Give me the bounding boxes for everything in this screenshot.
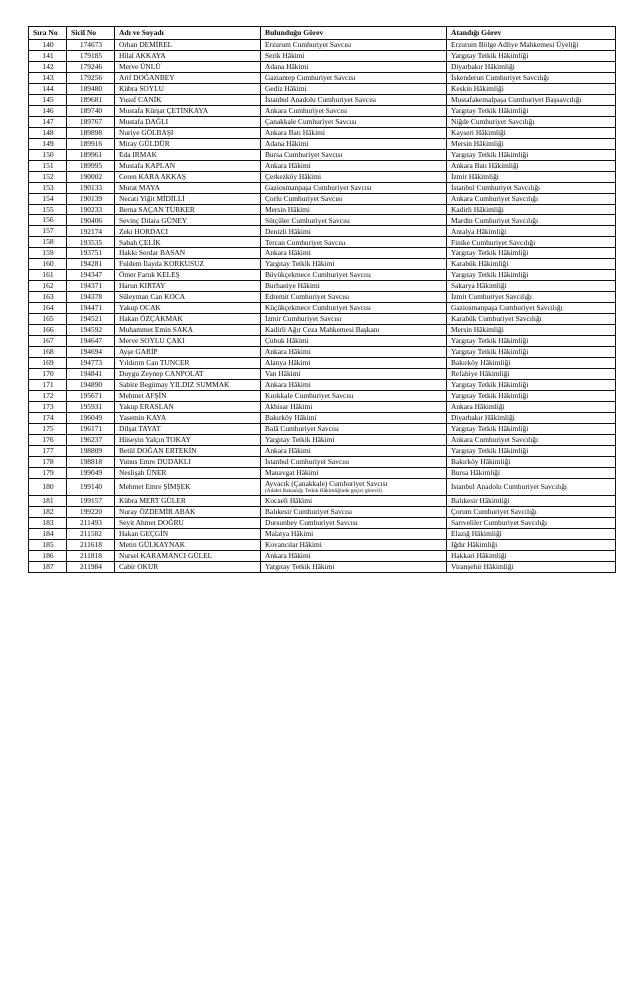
- table-row: [29, 445, 616, 456]
- cell-sira-no: 186: [29, 550, 67, 561]
- cell-adi-soyadi: Metin GÜLKAYNAK: [115, 539, 261, 550]
- cell-adi-soyadi: Betül DOĞAN ERTEKİN: [115, 445, 261, 456]
- table-row: [29, 237, 616, 248]
- table-row: [29, 561, 616, 572]
- cell-sicil-no: 190002: [67, 171, 115, 182]
- cell-sicil-no: 194281: [67, 259, 115, 270]
- cell-sicil-no: 193535: [67, 237, 115, 248]
- cell-adi-soyadi: Ayşe GARİP: [115, 347, 261, 358]
- cell-adi-soyadi: Seyit Ahmet DOĞRU: [115, 517, 261, 528]
- cell-sicil-no: 196171: [67, 423, 115, 434]
- cell-atandigi-gorev: Sakarya Hâkimliği: [447, 281, 616, 292]
- cell-sicil-no: 194592: [67, 325, 115, 336]
- cell-atandigi-gorev: Hakkari Hâkimliği: [447, 550, 616, 561]
- table-row: [29, 336, 616, 347]
- table-row: [29, 478, 616, 495]
- cell-atandigi-gorev: Diyarbakır Hâkimliği: [447, 61, 616, 72]
- cell-bulundugu-gorev: Kocaeli Hâkimi: [261, 496, 447, 507]
- cell-adi-soyadi: Orhan DEMİREL: [115, 39, 261, 50]
- cell-sicil-no: 190233: [67, 204, 115, 215]
- column-header-adi-soyadi: Adı ve Soyadı: [115, 27, 261, 40]
- cell-atandigi-gorev: Diyarbakır Hâkimliği: [447, 412, 616, 423]
- cell-atandigi-gorev: Çorum Cumhuriyet Savcılığı: [447, 507, 616, 518]
- cell-sira-no: 172: [29, 390, 67, 401]
- cell-sicil-no: 189898: [67, 127, 115, 138]
- table-row: [29, 171, 616, 182]
- cell-adi-soyadi: Yakup ERASLAN: [115, 401, 261, 412]
- cell-sira-no: 171: [29, 380, 67, 391]
- cell-atandigi-gorev: Yargıtay Tetkik Hâkimliği: [447, 149, 616, 160]
- cell-sira-no: 182: [29, 507, 67, 518]
- cell-sira-no: 183: [29, 517, 67, 528]
- cell-bulundugu-gorev: İstanbul Cumhuriyet Savcısı: [261, 456, 447, 467]
- cell-adi-soyadi: Mehmet Emre ŞİMŞEK: [115, 478, 261, 495]
- cell-sira-no: 175: [29, 423, 67, 434]
- cell-sicil-no: 211984: [67, 561, 115, 572]
- table-row: [29, 149, 616, 160]
- cell-bulundugu-gorev: Malatya Hâkimi: [261, 528, 447, 539]
- cell-bulundugu-gorev: Ankara Batı Hâkimi: [261, 127, 447, 138]
- cell-atandigi-gorev: Sarıveliler Cumhuriyet Savcılığı: [447, 517, 616, 528]
- cell-atandigi-gorev: Mersin Hâkimliği: [447, 138, 616, 149]
- cell-bulundugu-gorev: Ankara Hâkimi: [261, 380, 447, 391]
- cell-adi-soyadi: Hilal AKKAYA: [115, 50, 261, 61]
- cell-bulundugu-gorev: Manavgat Hâkimi: [261, 467, 447, 478]
- cell-atandigi-gorev: Yargıtay Tetkik Hâkimliği: [447, 248, 616, 259]
- cell-sira-no: 160: [29, 259, 67, 270]
- cell-sira-no: 178: [29, 456, 67, 467]
- bulundugu-gorev-note: (Adalet Bakanlığı Tetkik Hâkimliğinde geçici görevli): [265, 488, 383, 494]
- cell-sira-no: 177: [29, 445, 67, 456]
- cell-atandigi-gorev: Mustafakemalpaşa Cumhuriyet Başsavcılığı: [447, 94, 616, 105]
- table-row: [29, 467, 616, 478]
- table-row: [29, 539, 616, 550]
- cell-bulundugu-gorev: Ankara Cumhuriyet Savcısı: [261, 105, 447, 116]
- cell-sicil-no: 195931: [67, 401, 115, 412]
- cell-sira-no: 181: [29, 496, 67, 507]
- cell-bulundugu-gorev: Yargıtay Tetkik Hâkimi: [261, 434, 447, 445]
- table-row: [29, 423, 616, 434]
- cell-sicil-no: 189916: [67, 138, 115, 149]
- cell-sira-no: 170: [29, 369, 67, 380]
- cell-bulundugu-gorev: Yargıtay Tetkik Hâkimi: [261, 561, 447, 572]
- cell-atandigi-gorev: Gaziosmanpaşa Cumhuriyet Savcılığı: [447, 303, 616, 314]
- table-row: [29, 412, 616, 423]
- cell-adi-soyadi: Duygu Zeynep CANPOLAT: [115, 369, 261, 380]
- cell-sicil-no: 193751: [67, 248, 115, 259]
- cell-bulundugu-gorev: Ankara Hâkimi: [261, 550, 447, 561]
- cell-sicil-no: 194694: [67, 347, 115, 358]
- cell-sira-no: 164: [29, 303, 67, 314]
- cell-sira-no: 152: [29, 171, 67, 182]
- table-header: [29, 27, 616, 40]
- cell-bulundugu-gorev: Gaziantep Cumhuriyet Savcısı: [261, 72, 447, 83]
- cell-atandigi-gorev: Finike Cumhuriyet Savcılığı: [447, 237, 616, 248]
- cell-sira-no: 169: [29, 358, 67, 369]
- cell-adi-soyadi: Mustafa KAPLAN: [115, 160, 261, 171]
- cell-adi-soyadi: Hakan GEÇGİN: [115, 528, 261, 539]
- cell-bulundugu-gorev: Balıkesir Cumhuriyet Savcısı: [261, 507, 447, 518]
- table-row: [29, 226, 616, 237]
- cell-adi-soyadi: Arif DOĞANBEY: [115, 72, 261, 83]
- cell-atandigi-gorev: Karabük Hâkimliği: [447, 259, 616, 270]
- cell-sicil-no: 189961: [67, 149, 115, 160]
- cell-atandigi-gorev: Erzurum Bölge Adliye Mahkemesi Üyeliği: [447, 39, 616, 50]
- cell-bulundugu-gorev: Dursunbey Cumhuriyet Savcısı: [261, 517, 447, 528]
- cell-sira-no: 187: [29, 561, 67, 572]
- cell-sicil-no: 179256: [67, 72, 115, 83]
- cell-bulundugu-gorev: Çorlu Cumhuriyet Savcısı: [261, 193, 447, 204]
- cell-adi-soyadi: Hakkı Serdar BASAN: [115, 248, 261, 259]
- column-header-atandigi-gorev: Atandığı Görev: [447, 27, 616, 40]
- cell-bulundugu-gorev: Ankara Hâkimi: [261, 160, 447, 171]
- cell-adi-soyadi: Mustafa DAĞLI: [115, 116, 261, 127]
- table-row: [29, 325, 616, 336]
- cell-sira-no: 161: [29, 270, 67, 281]
- cell-sicil-no: 192174: [67, 226, 115, 237]
- cell-atandigi-gorev: Ankara Cumhuriyet Savcılığı: [447, 193, 616, 204]
- cell-sira-no: 173: [29, 401, 67, 412]
- cell-atandigi-gorev: Mersin Hâkimliği: [447, 325, 616, 336]
- cell-sira-no: 140: [29, 39, 67, 50]
- cell-sicil-no: 190139: [67, 193, 115, 204]
- table-row: [29, 390, 616, 401]
- cell-bulundugu-gorev: Ankara Hâkimi: [261, 248, 447, 259]
- cell-bulundugu-gorev: Çubuk Hâkimi: [261, 336, 447, 347]
- cell-adi-soyadi: Yakup OCAK: [115, 303, 261, 314]
- cell-sira-no: 176: [29, 434, 67, 445]
- table-row: [29, 507, 616, 518]
- table-row: [29, 434, 616, 445]
- table-row: [29, 127, 616, 138]
- cell-bulundugu-gorev: [261, 478, 447, 495]
- appointments-table: [28, 26, 616, 573]
- column-header-bulundugu-gorev: Bulunduğu Görev: [261, 27, 447, 40]
- table-row: [29, 248, 616, 259]
- cell-atandigi-gorev: Balıkesir Hâkimliği: [447, 496, 616, 507]
- cell-bulundugu-gorev: Alanya Hâkimi: [261, 358, 447, 369]
- cell-atandigi-gorev: Ankara Cumhuriyet Savcılığı: [447, 434, 616, 445]
- cell-sira-no: 168: [29, 347, 67, 358]
- cell-adi-soyadi: Necati Yiğit MİDİLLİ: [115, 193, 261, 204]
- cell-adi-soyadi: Süleyman Can KOCA: [115, 292, 261, 303]
- cell-sicil-no: 196049: [67, 412, 115, 423]
- cell-adi-soyadi: Eda IRMAK: [115, 149, 261, 160]
- cell-atandigi-gorev: Yargıtay Tetkik Hâkimliği: [447, 336, 616, 347]
- cell-sira-no: 146: [29, 105, 67, 116]
- cell-sira-no: 156: [29, 215, 67, 226]
- cell-bulundugu-gorev: Burhaniye Hâkimi: [261, 281, 447, 292]
- table-row: [29, 116, 616, 127]
- table-header-row: [29, 27, 616, 40]
- cell-sicil-no: 195671: [67, 390, 115, 401]
- cell-adi-soyadi: Zeki HORDACI: [115, 226, 261, 237]
- cell-sira-no: 180: [29, 478, 67, 495]
- cell-bulundugu-gorev: Edremit Cumhuriyet Savcısı: [261, 292, 447, 303]
- cell-adi-soyadi: Yıldırım Can TUNCER: [115, 358, 261, 369]
- table-row: [29, 517, 616, 528]
- cell-bulundugu-gorev: Kadirli Ağır Ceza Mahkemesi Başkanı: [261, 325, 447, 336]
- cell-atandigi-gorev: Kayseri Hâkimliği: [447, 127, 616, 138]
- cell-sicil-no: 194521: [67, 314, 115, 325]
- table-row: [29, 496, 616, 507]
- table-row: [29, 550, 616, 561]
- table-row: [29, 259, 616, 270]
- table-row: [29, 347, 616, 358]
- cell-atandigi-gorev: İzmit Cumhuriyet Savcılığı: [447, 292, 616, 303]
- cell-atandigi-gorev: Yargıtay Tetkik Hâkimliği: [447, 380, 616, 391]
- cell-sicil-no: 194890: [67, 380, 115, 391]
- cell-sira-no: 179: [29, 467, 67, 478]
- cell-sicil-no: 198809: [67, 445, 115, 456]
- cell-atandigi-gorev: Bursa Hâkimliği: [447, 467, 616, 478]
- cell-adi-soyadi: Yunus Emre DUDAKLI: [115, 456, 261, 467]
- cell-adi-soyadi: Fuldem İlayda KORKUSUZ: [115, 259, 261, 270]
- cell-adi-soyadi: Hüseyin Yalçın TOKAY: [115, 434, 261, 445]
- cell-atandigi-gorev: Yargıtay Tetkik Hâkimliği: [447, 50, 616, 61]
- cell-sicil-no: 194371: [67, 281, 115, 292]
- cell-sira-no: 185: [29, 539, 67, 550]
- table-row: [29, 193, 616, 204]
- cell-bulundugu-gorev: Bursa Cumhuriyet Savcısı: [261, 149, 447, 160]
- cell-adi-soyadi: Kübra MERT GÜLER: [115, 496, 261, 507]
- cell-sira-no: 151: [29, 160, 67, 171]
- cell-adi-soyadi: Dilşat TAYAT: [115, 423, 261, 434]
- cell-adi-soyadi: Miray GÜLDÜR: [115, 138, 261, 149]
- cell-atandigi-gorev: Yargıtay Tetkik Hâkimliği: [447, 270, 616, 281]
- table-row: [29, 303, 616, 314]
- cell-adi-soyadi: Yasemin KAYA: [115, 412, 261, 423]
- cell-bulundugu-gorev: Yargıtay Tetkik Hâkimi: [261, 259, 447, 270]
- cell-sira-no: 162: [29, 281, 67, 292]
- cell-sira-no: 174: [29, 412, 67, 423]
- cell-sira-no: 165: [29, 314, 67, 325]
- cell-adi-soyadi: Neslişah ÜNER: [115, 467, 261, 478]
- cell-sira-no: 149: [29, 138, 67, 149]
- cell-adi-soyadi: Hakan ÖZÇAKMAK: [115, 314, 261, 325]
- cell-bulundugu-gorev: İstanbul Anadolu Cumhuriyet Savcısı: [261, 94, 447, 105]
- cell-sicil-no: 194378: [67, 292, 115, 303]
- table-row: [29, 314, 616, 325]
- table-body: [29, 39, 616, 572]
- cell-bulundugu-gorev: Balâ Cumhuriyet Savcısı: [261, 423, 447, 434]
- cell-adi-soyadi: Yusuf CANİK: [115, 94, 261, 105]
- cell-bulundugu-gorev: Serik Hâkimi: [261, 50, 447, 61]
- table-row: [29, 292, 616, 303]
- cell-bulundugu-gorev: Gediz Hâkimi: [261, 83, 447, 94]
- cell-sira-no: 153: [29, 182, 67, 193]
- table-row: [29, 39, 616, 50]
- cell-sira-no: 167: [29, 336, 67, 347]
- cell-sicil-no: 211618: [67, 539, 115, 550]
- bulundugu-gorev-main: Ayvacık (Çanakkale) Cumhuriyet Savcısı: [265, 478, 388, 488]
- cell-atandigi-gorev: Karabük Cumhuriyet Savcılığı: [447, 314, 616, 325]
- cell-atandigi-gorev: Ankara Hâkimliği: [447, 401, 616, 412]
- cell-bulundugu-gorev: Kırıkkale Cumhuriyet Savcısı: [261, 390, 447, 401]
- cell-atandigi-gorev: Iğdır Hâkimliği: [447, 539, 616, 550]
- cell-bulundugu-gorev: Küçükçekmece Cumhuriyet Savcısı: [261, 303, 447, 314]
- cell-atandigi-gorev: İstanbul Anadolu Cumhuriyet Savcılığı: [447, 478, 616, 495]
- cell-adi-soyadi: Nuray ÖZDEMİR ABAK: [115, 507, 261, 518]
- cell-bulundugu-gorev: Erzurum Cumhuriyet Savcısı: [261, 39, 447, 50]
- cell-bulundugu-gorev: Adana Hâkimi: [261, 138, 447, 149]
- table-row: [29, 281, 616, 292]
- cell-sicil-no: 179246: [67, 61, 115, 72]
- cell-sicil-no: 211493: [67, 517, 115, 528]
- table-row: [29, 182, 616, 193]
- cell-adi-soyadi: Merve ÜNLÜ: [115, 61, 261, 72]
- cell-bulundugu-gorev: Sütçüler Cumhuriyet Savcısı: [261, 215, 447, 226]
- cell-sira-no: 144: [29, 83, 67, 94]
- cell-bulundugu-gorev: İzmir Cumhuriyet Savcısı: [261, 314, 447, 325]
- cell-adi-soyadi: Kübra SOYLU: [115, 83, 261, 94]
- cell-sicil-no: 199220: [67, 507, 115, 518]
- cell-sicil-no: 189681: [67, 94, 115, 105]
- column-header-sira-no: Sıra No: [29, 27, 67, 40]
- cell-atandigi-gorev: Keskin Hâkimliği: [447, 83, 616, 94]
- cell-sicil-no: 194347: [67, 270, 115, 281]
- cell-sicil-no: 199140: [67, 478, 115, 495]
- cell-bulundugu-gorev: Ankara Hâkimi: [261, 347, 447, 358]
- cell-atandigi-gorev: Mardin Cumhuriyet Savcılığı: [447, 215, 616, 226]
- cell-bulundugu-gorev: Denizli Hâkimi: [261, 226, 447, 237]
- cell-atandigi-gorev: İskenderun Cumhuriyet Savcılığı: [447, 72, 616, 83]
- cell-sira-no: 148: [29, 127, 67, 138]
- cell-sira-no: 184: [29, 528, 67, 539]
- cell-atandigi-gorev: Viranşehir Hâkimliği: [447, 561, 616, 572]
- cell-sicil-no: 198818: [67, 456, 115, 467]
- cell-sicil-no: 179185: [67, 50, 115, 61]
- cell-atandigi-gorev: Yargıtay Tetkik Hâkimliği: [447, 445, 616, 456]
- cell-bulundugu-gorev: Akhisar Hâkimi: [261, 401, 447, 412]
- cell-sira-no: 166: [29, 325, 67, 336]
- cell-sicil-no: 189480: [67, 83, 115, 94]
- cell-bulundugu-gorev: Ankara Hâkimi: [261, 445, 447, 456]
- cell-sira-no: 143: [29, 72, 67, 83]
- cell-adi-soyadi: Muhammet Emin SAKA: [115, 325, 261, 336]
- cell-sira-no: 154: [29, 193, 67, 204]
- cell-adi-soyadi: Sabire Begümay YILDIZ SUMMAK: [115, 380, 261, 391]
- cell-bulundugu-gorev: Adana Hâkimi: [261, 61, 447, 72]
- cell-sira-no: 147: [29, 116, 67, 127]
- cell-sira-no: 157: [29, 226, 67, 237]
- cell-atandigi-gorev: Bakırköy Hâkimliği: [447, 358, 616, 369]
- cell-sira-no: 159: [29, 248, 67, 259]
- cell-sicil-no: 194471: [67, 303, 115, 314]
- table-row: [29, 456, 616, 467]
- table-row: [29, 380, 616, 391]
- cell-sicil-no: 194773: [67, 358, 115, 369]
- cell-sira-no: 150: [29, 149, 67, 160]
- cell-adi-soyadi: Nursel KARAMANCI GÜLEL: [115, 550, 261, 561]
- table-row: [29, 160, 616, 171]
- cell-adi-soyadi: Mehmet AFŞİN: [115, 390, 261, 401]
- cell-sira-no: 141: [29, 50, 67, 61]
- cell-adi-soyadi: Sabah ÇELİK: [115, 237, 261, 248]
- cell-adi-soyadi: Merve SOYLU ÇAKI: [115, 336, 261, 347]
- cell-sicil-no: 199157: [67, 496, 115, 507]
- table-row: [29, 528, 616, 539]
- cell-sicil-no: 211582: [67, 528, 115, 539]
- cell-atandigi-gorev: Yargıtay Tetkik Hâkimliği: [447, 105, 616, 116]
- cell-sira-no: 158: [29, 237, 67, 248]
- table-row: [29, 401, 616, 412]
- cell-sicil-no: 196237: [67, 434, 115, 445]
- table-row: [29, 83, 616, 94]
- cell-sira-no: 155: [29, 204, 67, 215]
- cell-adi-soyadi: Ceren KARA AKKAŞ: [115, 171, 261, 182]
- cell-bulundugu-gorev: Tercan Cumhuriyet Savcısı: [261, 237, 447, 248]
- cell-adi-soyadi: Mustafa Kürşat ÇETİNKAYA: [115, 105, 261, 116]
- cell-adi-soyadi: Sevinç Dilara GÜNEY: [115, 215, 261, 226]
- cell-atandigi-gorev: Kadirli Hâkimliği: [447, 204, 616, 215]
- cell-sicil-no: 190406: [67, 215, 115, 226]
- table-row: [29, 50, 616, 61]
- column-header-sicil-no: Sicil No: [67, 27, 115, 40]
- cell-atandigi-gorev: Yargıtay Tetkik Hâkimliği: [447, 390, 616, 401]
- table-row: [29, 72, 616, 83]
- cell-bulundugu-gorev: Çerkezköy Hâkimi: [261, 171, 447, 182]
- table-row: [29, 215, 616, 226]
- cell-atandigi-gorev: Bakırköy Hâkimliği: [447, 456, 616, 467]
- cell-sicil-no: 194841: [67, 369, 115, 380]
- cell-sicil-no: 199049: [67, 467, 115, 478]
- table-row: [29, 369, 616, 380]
- cell-adi-soyadi: Cabir OKUR: [115, 561, 261, 572]
- cell-sicil-no: 211818: [67, 550, 115, 561]
- table-row: [29, 204, 616, 215]
- table-row: [29, 358, 616, 369]
- cell-sira-no: 142: [29, 61, 67, 72]
- cell-atandigi-gorev: İstanbul Cumhuriyet Savcılığı: [447, 182, 616, 193]
- cell-sicil-no: 194647: [67, 336, 115, 347]
- cell-sicil-no: 189740: [67, 105, 115, 116]
- cell-sicil-no: 189995: [67, 160, 115, 171]
- table-row: [29, 270, 616, 281]
- cell-bulundugu-gorev: Mersin Hâkimi: [261, 204, 447, 215]
- cell-adi-soyadi: Berna SAÇAN TÜRKER: [115, 204, 261, 215]
- cell-sira-no: 145: [29, 94, 67, 105]
- table-row: [29, 94, 616, 105]
- cell-atandigi-gorev: Refahiye Hâkimliği: [447, 369, 616, 380]
- cell-bulundugu-gorev: Bakırköy Hâkimi: [261, 412, 447, 423]
- table-row: [29, 61, 616, 72]
- cell-sicil-no: 174673: [67, 39, 115, 50]
- table-row: [29, 105, 616, 116]
- cell-adi-soyadi: Ömer Faruk KELEŞ: [115, 270, 261, 281]
- cell-atandigi-gorev: Antalya Hâkimliği: [447, 226, 616, 237]
- cell-bulundugu-gorev: Çanakkale Cumhuriyet Savcısı: [261, 116, 447, 127]
- cell-atandigi-gorev: Ankara Batı Hâkimliği: [447, 160, 616, 171]
- cell-atandigi-gorev: Niğde Cumhuriyet Savcılığı: [447, 116, 616, 127]
- table-row: [29, 138, 616, 149]
- cell-adi-soyadi: Harun KIRTAY: [115, 281, 261, 292]
- cell-sira-no: 163: [29, 292, 67, 303]
- cell-atandigi-gorev: Elazığ Hâkimliği: [447, 528, 616, 539]
- cell-atandigi-gorev: İzmir Hâkimliği: [447, 171, 616, 182]
- cell-sicil-no: 189767: [67, 116, 115, 127]
- cell-atandigi-gorev: Yargıtay Tetkik Hâkimliği: [447, 423, 616, 434]
- cell-bulundugu-gorev: Büyükçekmece Cumhuriyet Savcısı: [261, 270, 447, 281]
- cell-bulundugu-gorev: Van Hâkimi: [261, 369, 447, 380]
- cell-adi-soyadi: Nuriye GÖLBAŞI: [115, 127, 261, 138]
- cell-bulundugu-gorev: Kovancılar Hâkimi: [261, 539, 447, 550]
- cell-atandigi-gorev: Yargıtay Tetkik Hâkimliği: [447, 347, 616, 358]
- cell-adi-soyadi: Murat MAYA: [115, 182, 261, 193]
- cell-bulundugu-gorev: Gaziosmanpaşa Cumhuriyet Savcısı: [261, 182, 447, 193]
- cell-sicil-no: 190133: [67, 182, 115, 193]
